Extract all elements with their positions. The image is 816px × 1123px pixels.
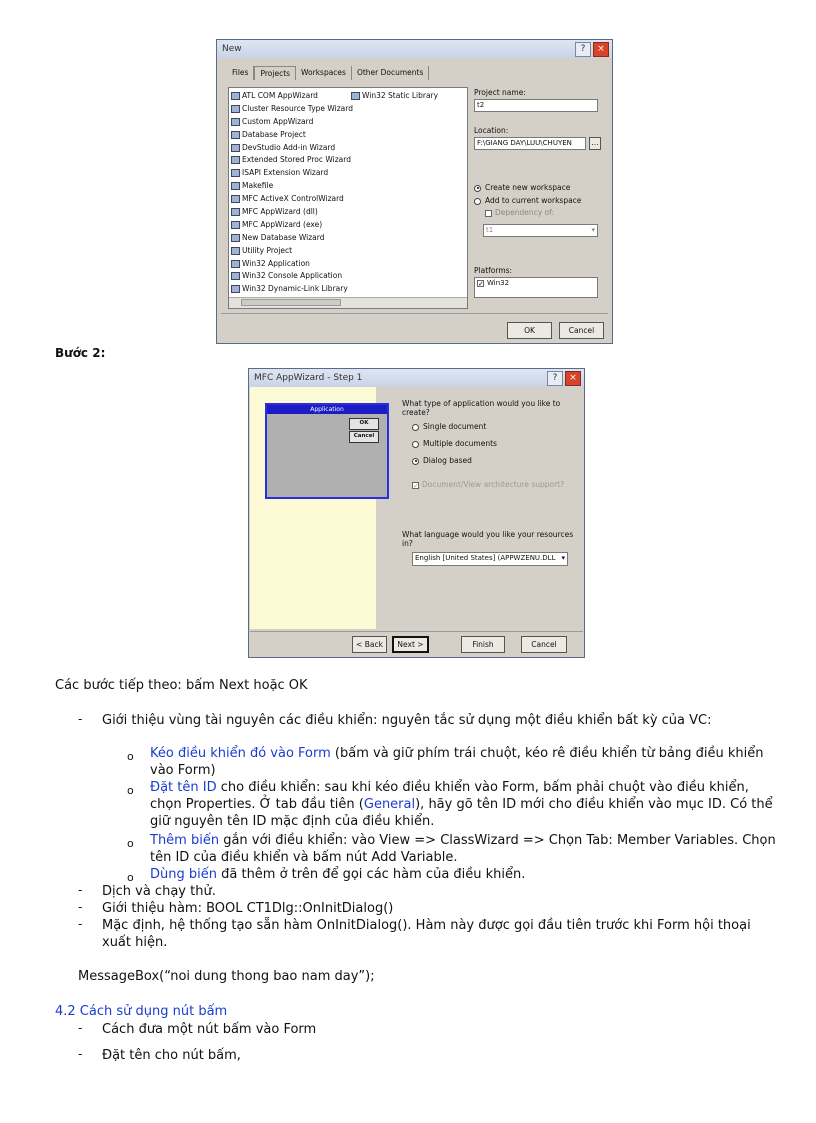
project-type-icon: [231, 195, 240, 203]
dash-bullet: -: [78, 900, 83, 914]
project-list-item[interactable]: DevStudio Add-in Wizard: [231, 143, 353, 156]
name-button-text: Đặt tên cho nút bấm,: [102, 1048, 241, 1063]
project-type-icon: [231, 260, 240, 268]
language-select[interactable]: English [United States] (APPWZENU.DLL ▾: [412, 552, 568, 566]
radio-icon: [412, 458, 419, 465]
project-list-item[interactable]: MFC AppWizard (exe): [231, 220, 353, 233]
project-list-item[interactable]: Win32 Static Library: [351, 91, 438, 100]
add-button-text: Cách đưa một nút bấm vào Form: [102, 1022, 317, 1037]
project-type-icon: [351, 92, 360, 100]
create-new-workspace-option[interactable]: Create new workspace: [474, 183, 570, 192]
project-list-item[interactable]: MFC AppWizard (dll): [231, 207, 353, 220]
project-list-item[interactable]: Win32 Dynamic-Link Library: [231, 284, 353, 297]
location-input[interactable]: F:\GIANG DAY\LUU\CHUYEN: [474, 137, 586, 150]
project-type-icon: [231, 131, 240, 139]
location-label: Location:: [474, 126, 509, 135]
messagebox-code: MessageBox(“noi dung thong bao nam day”);: [78, 969, 375, 984]
divider: [250, 631, 583, 632]
appwizard-dialog: [248, 368, 585, 658]
project-list-item[interactable]: MFC ActiveX ControlWizard: [231, 194, 353, 207]
platforms-list[interactable]: ✓ Win32: [474, 277, 598, 298]
preview-cancel-button: Cancel: [349, 431, 379, 443]
appwizard-title: MFC AppWizard - Step 1: [254, 373, 363, 383]
checkbox-checked-icon: ✓: [478, 279, 484, 288]
project-list-item[interactable]: Win32 Application: [231, 259, 353, 272]
sub-item-use-variable: Dùng biến đã thêm ở trên để gọi các hàm của điều khiển.: [150, 867, 526, 882]
circle-bullet: o: [127, 871, 134, 884]
platforms-label: Platforms:: [474, 266, 513, 275]
finish-button[interactable]: Finish: [461, 636, 505, 653]
next-button[interactable]: Next >: [392, 636, 429, 653]
ok-button[interactable]: OK: [507, 322, 552, 339]
project-type-icon: [231, 208, 240, 216]
project-type-icon: [231, 169, 240, 177]
project-list-item[interactable]: Makefile: [231, 181, 353, 194]
divider: [221, 313, 608, 314]
dialog-based-option[interactable]: Dialog based: [412, 456, 472, 465]
help-icon[interactable]: ?: [575, 42, 591, 57]
checkbox-checked-icon: ✓: [413, 481, 419, 490]
radio-icon: [474, 185, 481, 192]
project-type-icon: [231, 221, 240, 229]
project-list-item[interactable]: Extended Stored Proc Wizard: [231, 155, 353, 168]
app-type-question: What type of application would you like to create?: [402, 399, 561, 417]
project-list-item[interactable]: Cluster Resource Type Wizard: [231, 104, 353, 117]
sub-item-add-variable: Thêm biến gắn với điều khiển: vào View => ClassWizard => Chọn Tab: Member Variables. Chọn tên ID của điều khiển và bấm nút Add Variable.: [150, 833, 776, 865]
project-list-item[interactable]: Utility Project: [231, 246, 353, 259]
appwizard-titlebar: [249, 369, 584, 387]
project-type-icon: [231, 92, 240, 100]
tab-projects[interactable]: Projects: [254, 66, 296, 80]
sub-item-drag: Kéo điều khiển đó vào Form (bấm và giữ phím trái chuột, kéo rê điều khiển từ bảng điều khiển vào Form): [150, 746, 764, 778]
project-type-icon: [231, 285, 240, 293]
doc-view-checkbox[interactable]: ✓ Document/View architecture support?: [413, 480, 565, 490]
project-list-item[interactable]: Database Project: [231, 130, 353, 143]
project-name-input[interactable]: t2: [474, 99, 598, 112]
project-type-icon: [231, 247, 240, 255]
add-to-current-workspace-option[interactable]: Add to current workspace: [474, 196, 581, 205]
back-button[interactable]: < Back: [352, 636, 387, 653]
project-name-label: Project name:: [474, 88, 526, 97]
circle-bullet: o: [127, 750, 134, 763]
function-intro-text: Giới thiệu hàm: BOOL CT1Dlg::OnInitDialog(): [102, 901, 394, 916]
dependency-select[interactable]: t1 ▾: [483, 224, 598, 237]
new-dialog-title: New: [222, 44, 242, 54]
radio-icon: [474, 198, 481, 205]
tab-other-documents[interactable]: Other Documents: [352, 66, 429, 80]
project-type-icon: [231, 144, 240, 152]
project-type-icon: [231, 182, 240, 190]
language-question: What language would you like your resources in?: [402, 530, 574, 548]
browse-button[interactable]: ...: [589, 137, 601, 150]
dependency-checkbox[interactable]: Dependency of:: [485, 208, 554, 217]
project-list-item[interactable]: Win32 Console Application: [231, 271, 353, 284]
close-icon[interactable]: ×: [593, 42, 609, 57]
dash-bullet: -: [78, 883, 83, 897]
project-list-item[interactable]: ATL COM AppWizard: [231, 91, 353, 104]
close-icon[interactable]: ×: [565, 371, 581, 386]
project-type-icon: [231, 118, 240, 126]
chevron-down-icon: ▾: [561, 554, 565, 562]
circle-bullet: o: [127, 837, 134, 850]
preview-application-window: [265, 403, 389, 499]
dash-bullet: -: [78, 917, 83, 931]
radio-icon: [412, 424, 419, 431]
new-dialog-titlebar: [217, 40, 612, 58]
project-type-icon: [231, 234, 240, 242]
tab-workspaces[interactable]: Workspaces: [296, 66, 352, 80]
preview-panel: [250, 387, 376, 629]
intro-paragraph: Giới thiệu vùng tài nguyên các điều khiển: nguyên tắc sử dụng một điều khiển bất kỳ của VC:: [102, 713, 712, 728]
step2-label: Bước 2:: [55, 346, 106, 360]
preview-ok-button: OK: [349, 418, 379, 430]
project-list-item[interactable]: New Database Wizard: [231, 233, 353, 246]
oninitdialog-text: Mặc định, hệ thống tạo sẵn hàm OnInitDialog(). Hàm này được gọi đầu tiên trước khi Form hội thoại xuất hiện.: [102, 918, 751, 950]
checkbox-icon: [485, 210, 492, 217]
new-dialog: [216, 39, 613, 344]
circle-bullet: o: [127, 784, 134, 797]
next-steps-text: Các bước tiếp theo: bấm Next hoặc OK: [55, 678, 308, 693]
section-heading: 4.2 Cách sử dụng nút bấm: [55, 1004, 228, 1019]
cancel-button[interactable]: Cancel: [559, 322, 604, 339]
dash-bullet: -: [78, 1047, 83, 1061]
radio-icon: [412, 441, 419, 448]
project-list-item[interactable]: ISAPI Extension Wizard: [231, 168, 353, 181]
project-type-icon: [231, 272, 240, 280]
horizontal-scrollbar[interactable]: [229, 297, 467, 308]
multiple-documents-option[interactable]: Multiple documents: [412, 439, 497, 448]
help-icon[interactable]: ?: [547, 371, 563, 386]
dash-bullet: -: [78, 712, 83, 726]
compile-run-text: Dịch và chạy thử.: [102, 884, 216, 899]
project-type-icon: [231, 105, 240, 113]
single-document-option[interactable]: Single document: [412, 422, 486, 431]
project-type-icon: [231, 156, 240, 164]
preview-title: Application: [267, 405, 387, 414]
project-list[interactable]: [228, 87, 468, 309]
tab-strip: [227, 66, 429, 80]
sub-item-set-id: Đặt tên ID cho điều khiển: sau khi kéo điều khiển vào Form, bấm phải chuột vào điều khiển, chọn Properties. Ở tab đầu tiên (General), hãy gõ tên ID mới cho điều khiển vào mục ID. Có thể giữ nguyên tên ID mặc định của điều khiển.: [150, 780, 773, 829]
dash-bullet: -: [78, 1021, 83, 1035]
project-list-item[interactable]: Custom AppWizard: [231, 117, 353, 130]
cancel-button[interactable]: Cancel: [521, 636, 567, 653]
chevron-down-icon: ▾: [591, 226, 595, 234]
tab-files[interactable]: Files: [227, 66, 254, 80]
